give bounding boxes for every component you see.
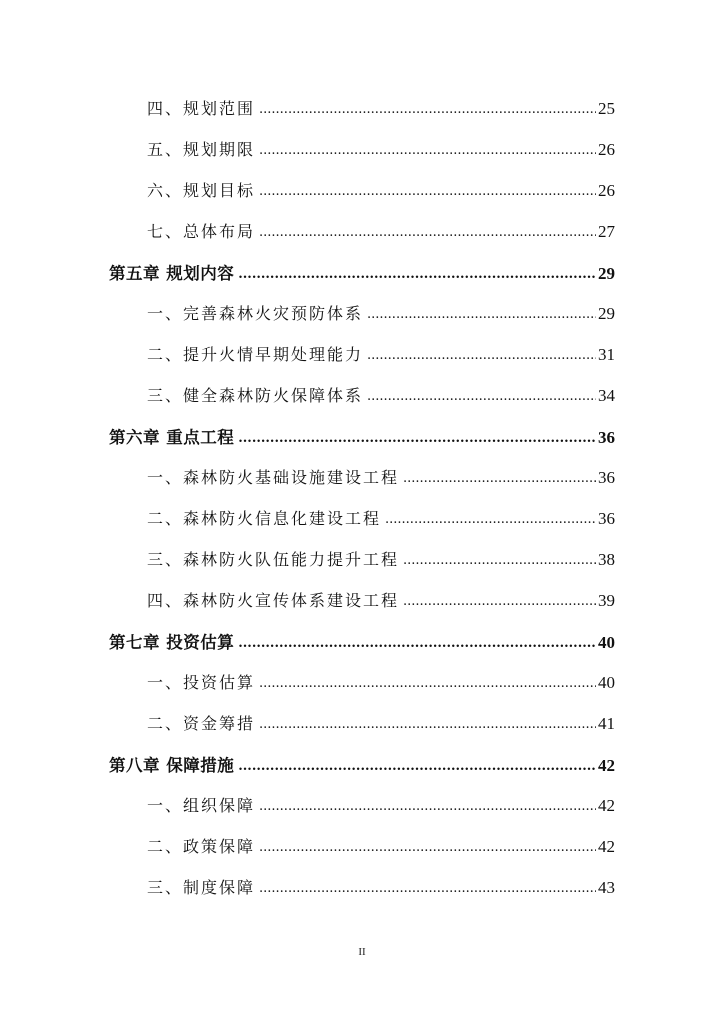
toc-chapter-page: 40: [598, 633, 615, 652]
toc-chapter-page: 29: [598, 264, 615, 283]
toc-entry-planning-goals[interactable]: [147, 178, 615, 201]
toc-entry-early-response[interactable]: [147, 342, 615, 365]
toc-entry-title: 一、完善森林火灾预防体系: [147, 304, 364, 323]
toc-entry-page: 40: [598, 673, 615, 692]
dot-leader: [259, 144, 596, 157]
toc-entry-title: 三、健全森林防火保障体系: [147, 386, 364, 405]
toc-entry-title: 六、规划目标: [147, 181, 256, 200]
dot-leader: [259, 882, 596, 895]
dot-leader: [367, 390, 596, 403]
dot-leader: [367, 349, 596, 362]
toc-chapter-8[interactable]: [109, 752, 615, 776]
toc-chapter-title: 第八章 保障措施: [109, 756, 235, 775]
toc-entry-title: 二、政策保障: [147, 837, 256, 856]
toc-entry-page: 41: [598, 714, 615, 733]
toc-entry-fire-safeguard-system[interactable]: [147, 383, 615, 406]
toc-chapter-page: 42: [598, 756, 615, 775]
toc-entry-page: 43: [598, 878, 615, 897]
toc-entry-policy-guarantee[interactable]: [147, 834, 615, 857]
dot-leader: [403, 595, 596, 608]
dot-leader: [238, 268, 596, 281]
toc-entry-planning-period[interactable]: [147, 137, 615, 160]
toc-entry-title: 三、制度保障: [147, 878, 256, 897]
toc-entry-page: 29: [598, 304, 615, 323]
toc-entry-title: 一、森林防火基础设施建设工程: [147, 468, 400, 487]
dot-leader: [367, 308, 596, 321]
toc-entry-page: 42: [598, 837, 615, 856]
toc-entry-investment-estimate[interactable]: [147, 670, 615, 693]
toc-entry-title: 二、提升火情早期处理能力: [147, 345, 364, 364]
toc-entry-page: 42: [598, 796, 615, 815]
dot-leader: [259, 841, 596, 854]
toc-entry-fund-raising[interactable]: [147, 711, 615, 734]
toc-entry-title: 二、资金筹措: [147, 714, 256, 733]
dot-leader: [238, 432, 596, 445]
toc-chapter-6[interactable]: [109, 424, 615, 448]
toc-entry-title: 二、森林防火信息化建设工程: [147, 509, 382, 528]
toc-entry-overall-layout[interactable]: [147, 219, 615, 242]
dot-leader: [259, 226, 596, 239]
dot-leader: [259, 800, 596, 813]
toc-entry-fire-prevention-system[interactable]: [147, 301, 615, 324]
dot-leader: [259, 185, 596, 198]
toc-entry-page: 25: [598, 99, 615, 118]
toc-entry-page: 27: [598, 222, 615, 241]
toc-entry-page: 26: [598, 181, 615, 200]
toc-entry-page: 36: [598, 509, 615, 528]
toc-entry-planning-scope[interactable]: [147, 96, 615, 119]
toc-entry-title: 五、规划期限: [147, 140, 256, 159]
toc-entry-informatization-project[interactable]: [147, 506, 615, 529]
dot-leader: [403, 472, 596, 485]
toc-entry-title: 四、森林防火宣传体系建设工程: [147, 591, 400, 610]
dot-leader: [238, 760, 596, 773]
dot-leader: [238, 637, 596, 650]
page-number: II: [358, 946, 366, 958]
toc-entry-title: 七、总体布局: [147, 222, 256, 241]
toc-entry-page: 36: [598, 468, 615, 487]
toc-entry-title: 四、规划范围: [147, 99, 256, 118]
dot-leader: [259, 677, 596, 690]
toc-chapter-title: 第六章 重点工程: [109, 428, 235, 447]
toc-entry-title: 一、组织保障: [147, 796, 256, 815]
dot-leader: [259, 718, 596, 731]
toc-entry-page: 26: [598, 140, 615, 159]
toc-chapter-title: 第五章 规划内容: [109, 264, 235, 283]
toc-entry-page: 31: [598, 345, 615, 364]
toc-chapter-page: 36: [598, 428, 615, 447]
toc-entry-organization-guarantee[interactable]: [147, 793, 615, 816]
toc-entry-infrastructure-project[interactable]: [147, 465, 615, 488]
toc-entry-title: 一、投资估算: [147, 673, 256, 692]
dot-leader: [385, 513, 596, 526]
dot-leader: [259, 103, 596, 116]
toc-entry-title: 三、森林防火队伍能力提升工程: [147, 550, 400, 569]
toc-entry-publicity-project[interactable]: [147, 588, 615, 611]
toc-entry-page: 39: [598, 591, 615, 610]
toc-chapter-5[interactable]: [109, 260, 615, 284]
toc-entry-institutional-guarantee[interactable]: [147, 875, 615, 898]
dot-leader: [403, 554, 596, 567]
toc-entry-team-capacity-project[interactable]: [147, 547, 615, 570]
toc-entry-page: 38: [598, 550, 615, 569]
toc-chapter-title: 第七章 投资估算: [109, 633, 235, 652]
toc-entry-page: 34: [598, 386, 615, 405]
toc-chapter-7[interactable]: [109, 629, 615, 653]
